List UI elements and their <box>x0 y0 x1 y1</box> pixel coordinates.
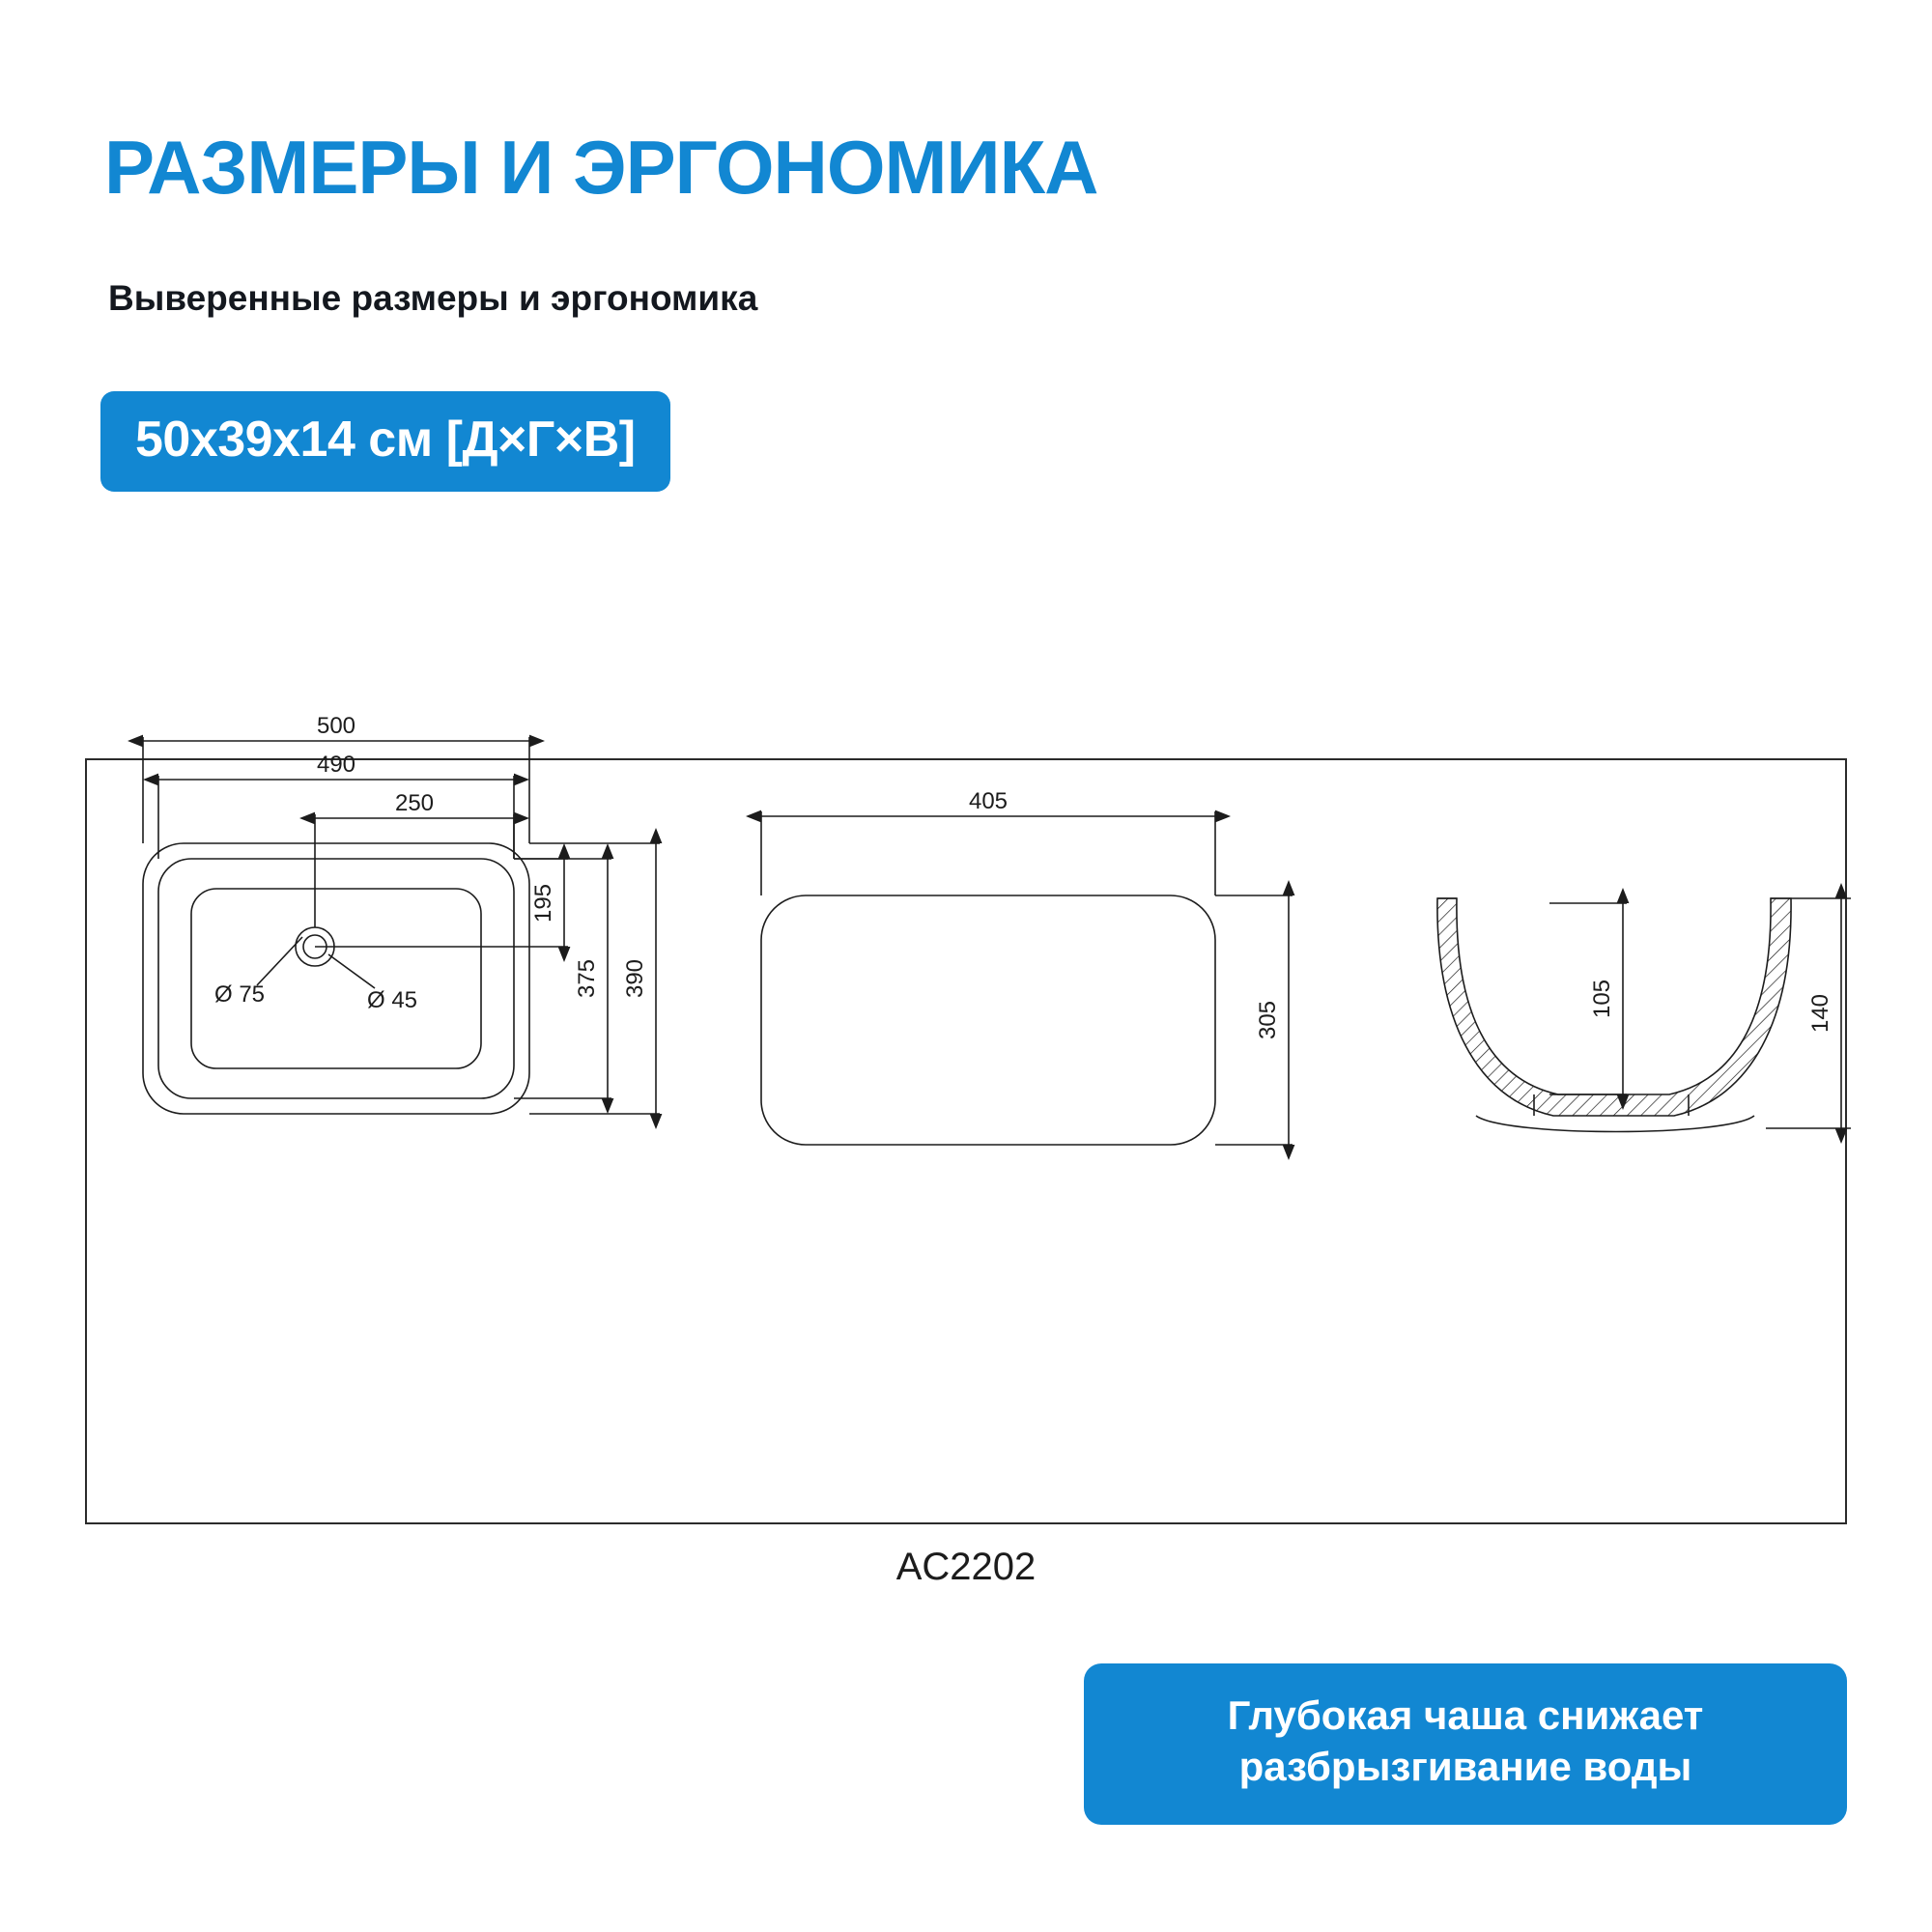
dim-label-140: 140 <box>1807 993 1833 1034</box>
dim-105 <box>1549 903 1627 1094</box>
page-title: РАЗМЕРЫ И ЭРГОНОМИКА <box>104 125 1098 210</box>
diameter-leaders <box>257 937 375 988</box>
dim-label-375: 375 <box>574 958 600 999</box>
diameter-label-45: Ø 45 <box>366 987 418 1013</box>
feature-callout <box>1084 1663 1847 1825</box>
dim-305 <box>1215 895 1293 1145</box>
dim-405 <box>761 811 1215 895</box>
dim-490 <box>158 776 514 859</box>
dim-label-105: 105 <box>1589 979 1615 1019</box>
dim-label-390: 390 <box>622 958 648 999</box>
size-badge: 50x39x14 см [Д×Г×В] <box>100 391 670 492</box>
bottom-view-geometry <box>761 895 1215 1145</box>
feature-callout-line1: Глубокая чаша снижает <box>1227 1692 1704 1738</box>
dim-label-490: 490 <box>316 752 356 778</box>
page-subtitle: Выверенные размеры и эргономика <box>108 278 758 318</box>
feature-callout-line2: разбрызгивание воды <box>1238 1743 1692 1789</box>
top-view-geometry <box>143 843 529 1114</box>
dim-label-305: 305 <box>1255 1000 1281 1040</box>
dim-label-195: 195 <box>530 883 556 923</box>
dim-label-500: 500 <box>316 713 356 739</box>
technical-drawing <box>85 713 1847 1524</box>
dim-label-250: 250 <box>394 790 435 816</box>
dim-250 <box>315 814 514 927</box>
model-label: AC2202 <box>895 1546 1037 1588</box>
diameter-label-75: Ø 75 <box>213 981 266 1008</box>
dim-label-405: 405 <box>968 788 1009 814</box>
